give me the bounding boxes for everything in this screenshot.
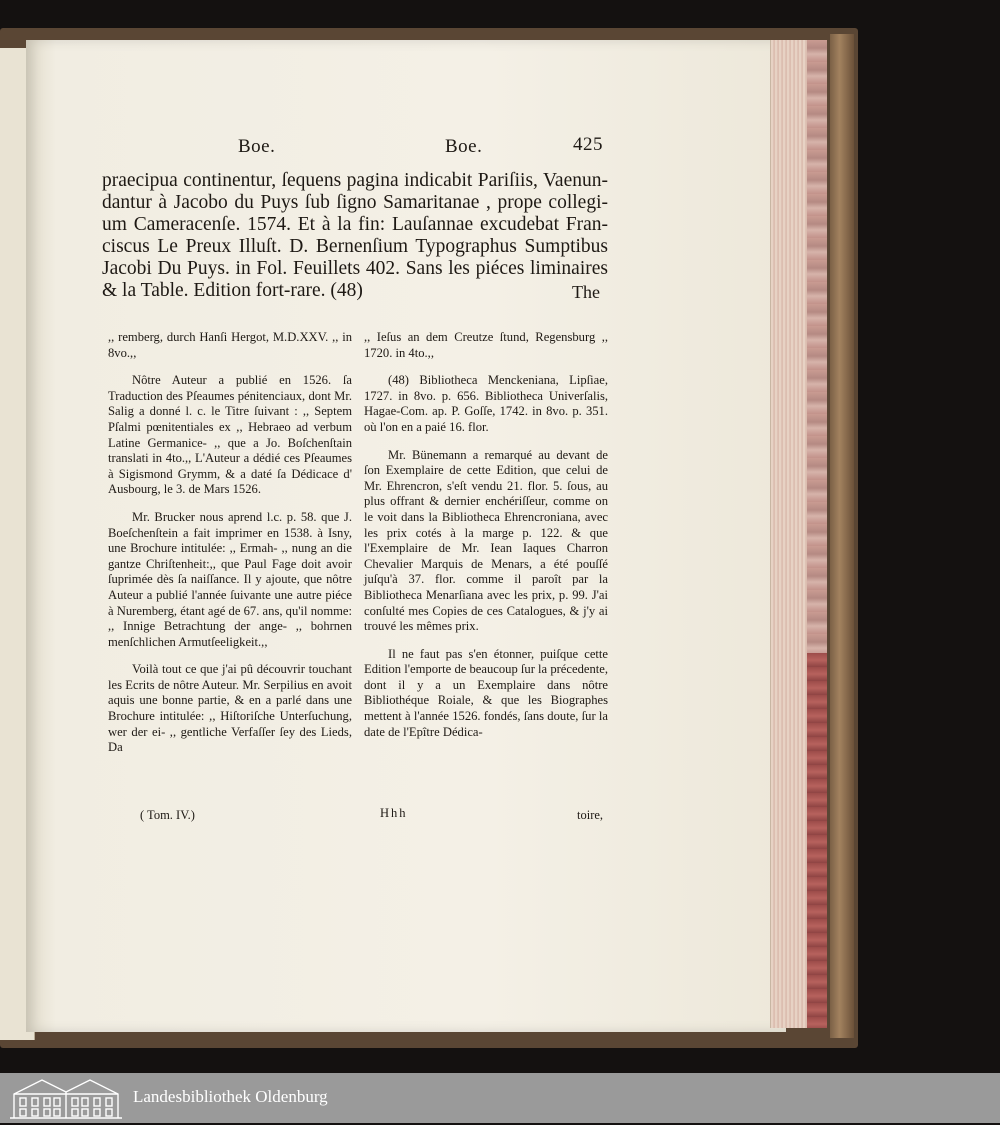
page-stack-edges [770, 40, 827, 1028]
library-banner [0, 1073, 1000, 1123]
left-paragraph: Voilà tout ce que j'ai pû découvrir touchant les Ecrits de nôtre Auteur. Mr. Serpilius en avoit aquis une bonne partie, & en a parlé dans une Brochure intitulée: ,, Hiſtoriſche Unterſuchung, wer der ei- ,, gentliche Verfaſſer ſey des Lieds, Da [108, 662, 352, 755]
main-text-line: praecipua continentur, ſequens pagina indicabit Pariſiis, Vaenun- [102, 170, 608, 191]
left-paragraph: ,, remberg, durch Hanſi Hergot, M.D.XXV. ,, in 8vo.,, [108, 330, 352, 360]
cover-board-edge [830, 34, 854, 1038]
catchword-bottom: toire, [577, 808, 604, 822]
library-building-icon [8, 1076, 124, 1125]
right-column [364, 330, 608, 752]
right-paragraph: ,, Ieſus an dem Creutze ſtund, Regensburg ,, 1720. in 4to.,, [364, 330, 608, 360]
main-text-line: Jacobi Du Puys. in Fol. Feuillets 402. Sans les piéces liminaires [102, 258, 608, 279]
main-text-line: dantur à Jacobo du Puys ſub ſigno Samaritanae , prope collegi- [102, 192, 608, 213]
running-header-center: Boe. [445, 136, 483, 157]
main-text-line: ciscus Le Preux Illuſt. D. Bernenſium Typographus Sumptibus [102, 236, 608, 257]
right-paragraph: Il ne faut pas s'en étonner, puiſque cette Edition l'emporte de beaucoup ſur la précedente, dont il y a un Exemplaire dans nôtre Bibliothéque Roiale, & que les Biographes mettent à l'année 1526. fondés, ſans doute, ſur la date de l'Epître Dédica- [364, 646, 608, 739]
footnote-paragraph: (48) Bibliotheca Menckeniana, Lipſiae, 1727. in 8vo. p. 656. Bibliotheca Univerſalis, Hagae-Com. ap. P. Goſſe, 1742. in 8vo. p. 351. où l'on en a paié 16. flor. [364, 373, 608, 434]
main-text-line: um Cameracenſe. 1574. Et à la fin: Lauſannae excudebat Fran- [102, 214, 608, 235]
volume-mark: ( Tom. IV.) [140, 808, 195, 822]
right-paragraph: Mr. Bünemann a remarqué au devant de ſon Exemplaire de cette Edition, que celui de Mr. Ehrencron, s'eſt vendu 21. flor. 5. ſous, au plus offrant & dernier enchériſſeur, comme on le voit dans la Bibliotheca Ehrencroniana, avec les prix cotés à la marge p. 122. & que l'Exemplaire de Mr. Iean Iaques Charron Chevalier Marquis de Menars, a été pouſſé juſqu'à 37. flor. comme il paroît par la Bibliotheca Menarſiana avec les prix, p. 99. J'ai conſulté mes Copies de ces Catalogues, & j'y ai trouvé les mêmes prix. [364, 447, 608, 634]
catchword-top: The [572, 282, 600, 302]
left-column [108, 330, 352, 768]
signature-mark: Hhh [380, 806, 408, 820]
main-text-line: & la Table. Edition fort-rare. (48) [102, 280, 363, 301]
running-header-left: Boe. [238, 136, 276, 157]
page-number: 425 [573, 134, 603, 155]
marbled-edge-lower [807, 653, 827, 1028]
library-name: Landesbibliothek Oldenburg [133, 1087, 328, 1106]
left-paragraph: Nôtre Auteur a publié en 1526. ſa Traduction des Pſeaumes pénitenciaux, dont Mr. Salig a donné l. c. le Titre ſuivant : ,, Septem Pſalmi pœnitentiales ex ,, Hebraeo ad verbum Latine Germanice- ,, que a Jo. Boſchenſtain translati in 4to.,, L'Auteur a dédié ces Pſeaumes à Sigismond Grymm, & a daté ſa Dédicace d' Ausbourg, le 3. de Mars 1526. [108, 373, 352, 497]
left-paragraph: Mr. Brucker nous aprend l.c. p. 58. que J. Boeſchenſtein a fait imprimer en 1538. à Isny, une Brochure intitulée: ,, Ermah- ,, nung an die gantze Chriſtenheit:,, que Paul Fage doit avoir ſuprimée dès ſa naiſſance. Il y ajoute, que nôtre Auteur a publié l'année ſuivante une autre piéce à Nuremberg, étant agé de 67. ans, qu'il nomme: ,, Innige Betrachtung der ange- ,, bohrnen menſchlichen Armutſeeligkeit.,, [108, 509, 352, 649]
